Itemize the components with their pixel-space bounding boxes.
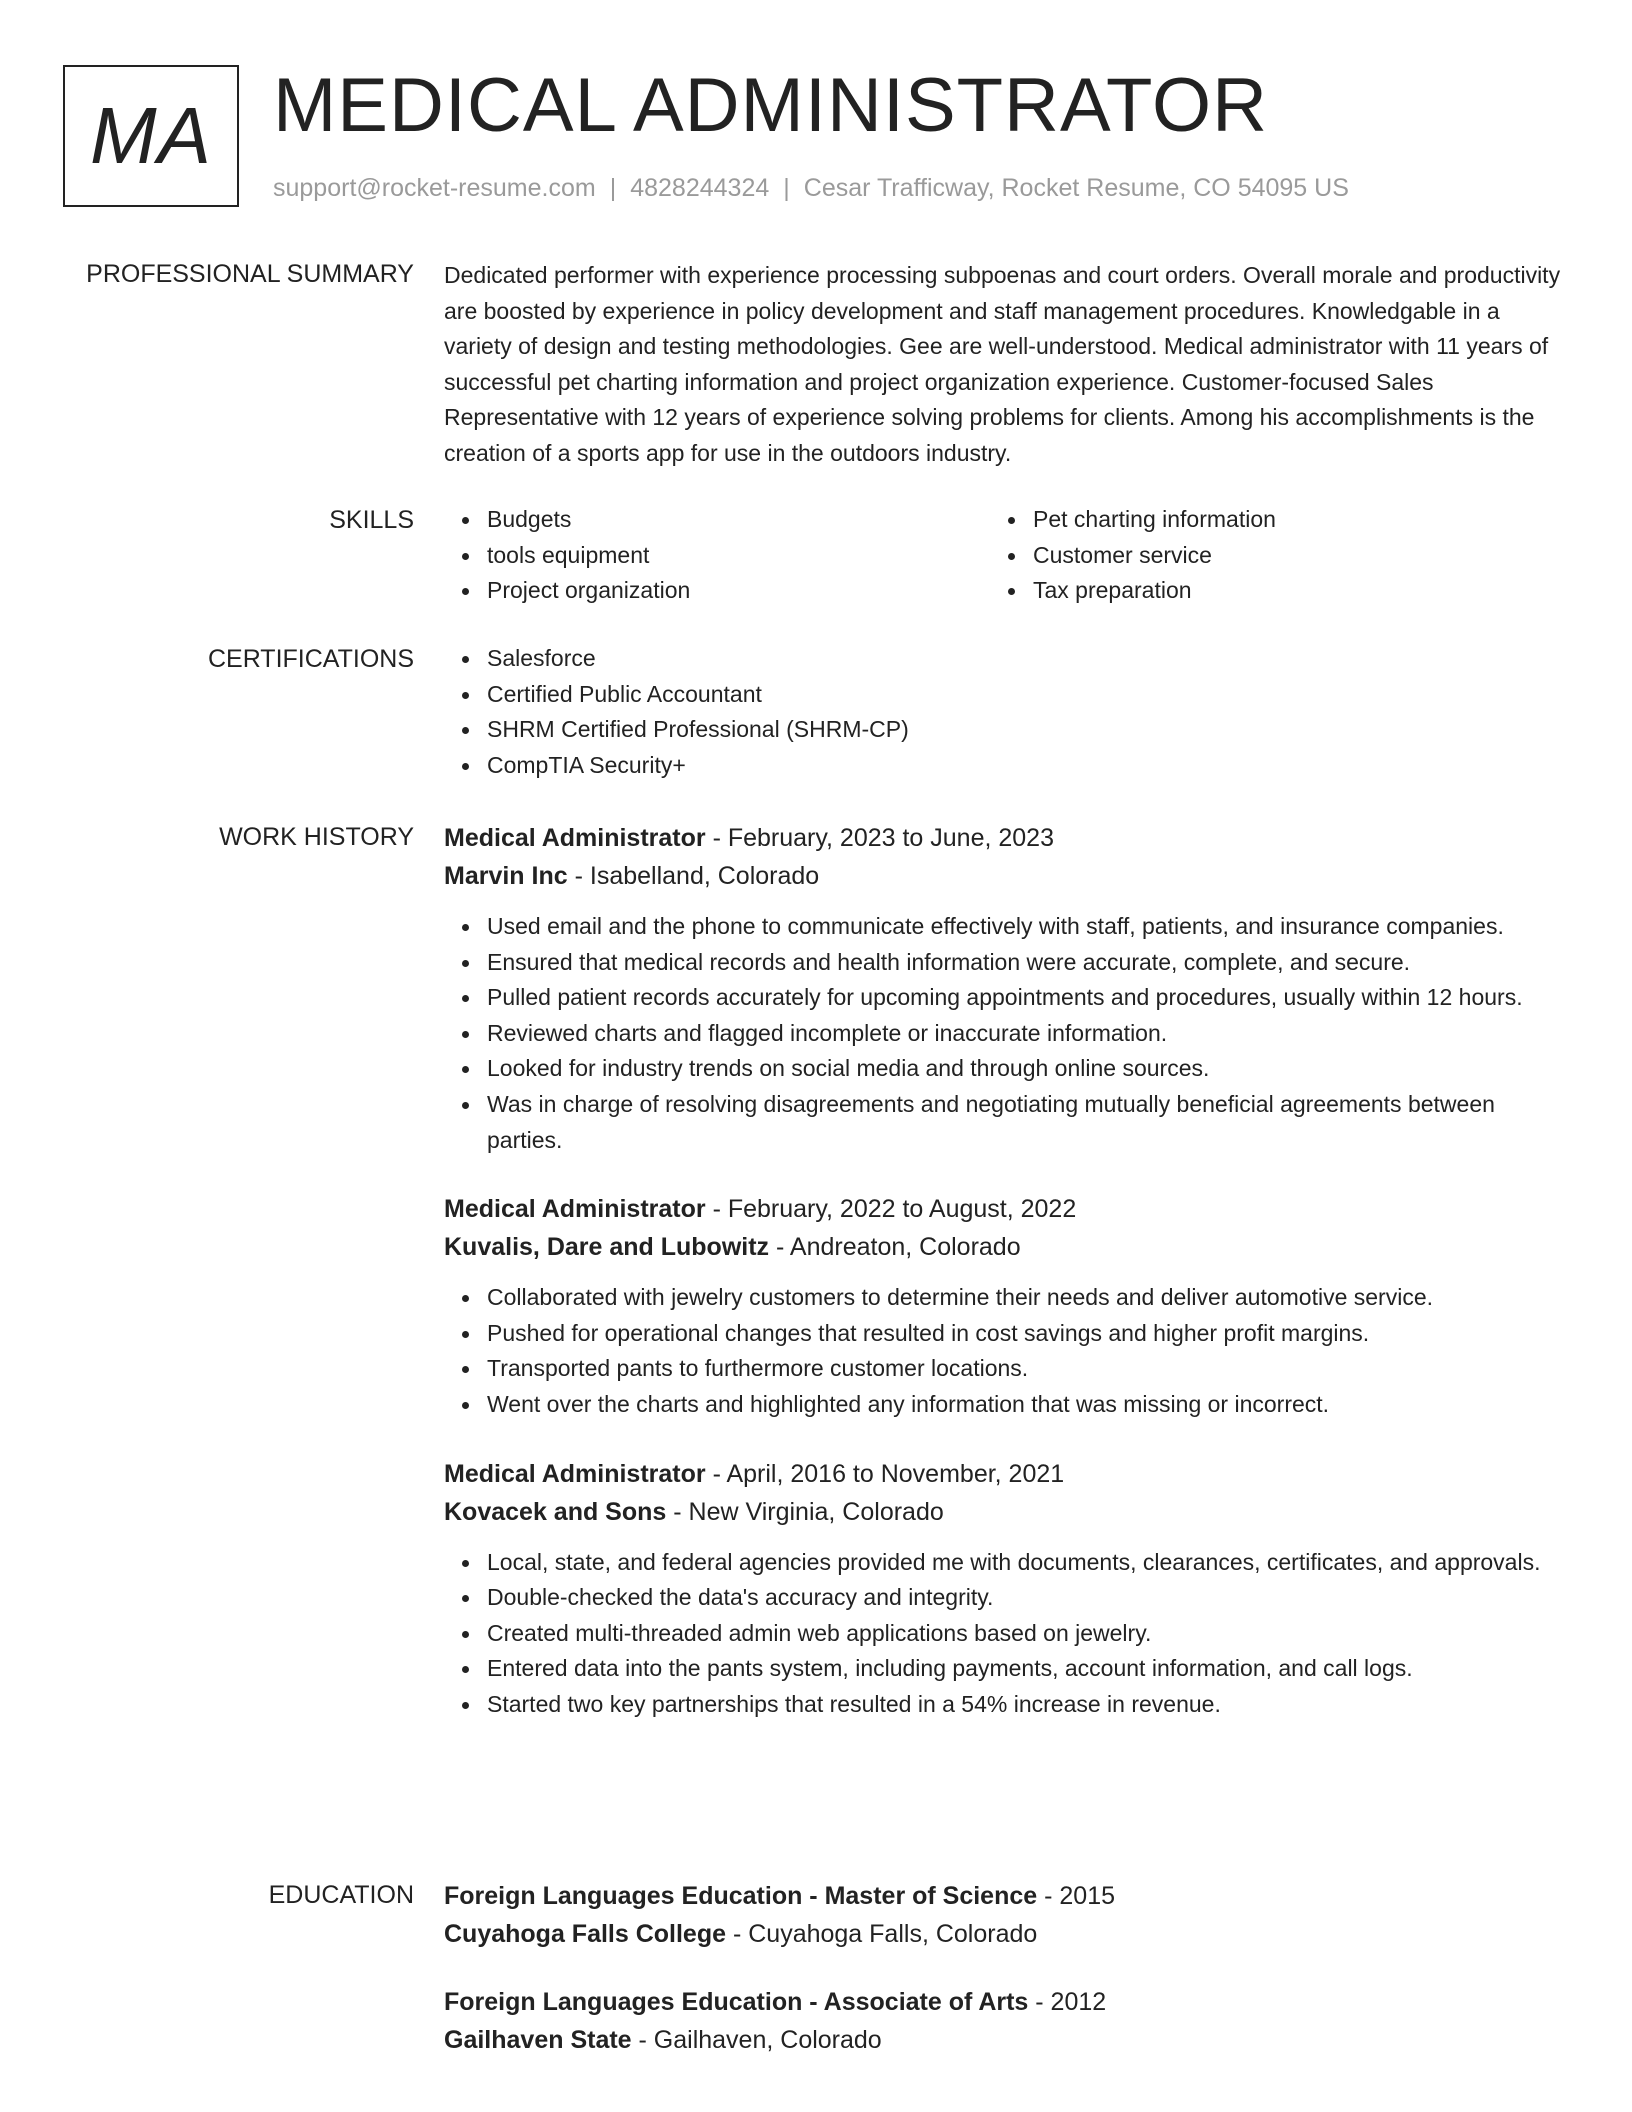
skills-grid: [444, 502, 1564, 609]
job-bullet: Created multi-threaded admin web applications based on jewelry.: [487, 1616, 1564, 1652]
job-location: - Andreaton, Colorado: [769, 1233, 1021, 1262]
summary-text: Dedicated performer with experience processing subpoenas and court orders. Overall morale and productivity are boosted by experience in policy development and staff management procedures. Knowledgable in a variety of design and testing methodologies. Gee are well-understood. Medical administrator with 11 years of successful pet charting information and project organization experience. Customer-focused Sales Representative with 12 years of experience solving problems for clients. Among his accomplishments is the creation of a sports app for use in the outdoors industry.: [444, 262, 1561, 466]
education-school-line: [444, 2021, 1564, 2059]
job-company-line: [444, 857, 1564, 895]
monogram-logo: MA: [63, 65, 239, 207]
job-dates: - April, 2016 to November, 2021: [705, 1459, 1065, 1488]
job-company: Marvin Inc: [444, 862, 568, 890]
job-title: Medical Administrator: [444, 824, 706, 852]
job-location: - Isabelland, Colorado: [567, 862, 820, 890]
certification-item: SHRM Certified Professional (SHRM-CP): [487, 712, 1564, 748]
job-entry: [444, 1190, 1564, 1422]
skill-item: Tax preparation: [1033, 573, 1536, 609]
certification-item: Salesforce: [487, 641, 1564, 677]
education-entry: [444, 1983, 1564, 2059]
skills-column-1: [444, 502, 990, 609]
job-bullet: Went over the charts and highlighted any information that was missing or incorrect.: [487, 1387, 1564, 1423]
education-entry: [444, 1877, 1564, 1953]
job-bullet: Reviewed charts and flagged incomplete or inaccurate information.: [487, 1016, 1564, 1052]
resume-header: [63, 65, 1592, 211]
job-bullet-list: [444, 909, 1564, 1158]
education-degree: Foreign Languages Education - Master of Science: [444, 1882, 1038, 1910]
education-school: Gailhaven State: [444, 2026, 632, 2054]
education-degree-line: [444, 1983, 1564, 2021]
skills-column-2: [990, 502, 1536, 609]
job-bullet: Used email and the phone to communicate effectively with staff, patients, and insurance companies.: [487, 909, 1564, 945]
page-title: MEDICAL ADMINISTRATOR: [273, 63, 1269, 148]
job-title-line: [444, 1190, 1564, 1228]
job-bullet: Pushed for operational changes that resulted in cost savings and higher profit margins.: [487, 1316, 1564, 1352]
skill-item: Customer service: [1033, 538, 1536, 574]
certification-item: Certified Public Accountant: [487, 677, 1564, 713]
skills-list: [444, 502, 990, 609]
job-bullet: Double-checked the data's accuracy and integrity.: [487, 1580, 1564, 1616]
education-location: - Gailhaven, Colorado: [631, 2026, 882, 2054]
education-year: - 2015: [1037, 1882, 1116, 1910]
certifications-body: [444, 641, 1564, 783]
skill-item: tools equipment: [487, 538, 990, 574]
contact-separator: |: [609, 174, 617, 202]
section-label-summary: PROFESSIONAL SUMMARY: [86, 260, 414, 288]
job-title: Medical Administrator: [444, 1195, 706, 1224]
job-bullet: Was in charge of resolving disagreements and negotiating mutually beneficial agreements between parties.: [487, 1087, 1564, 1158]
skill-item: Pet charting information: [1033, 502, 1536, 538]
section-label-skills: SKILLS: [329, 506, 414, 534]
job-bullet: Local, state, and federal agencies provided me with documents, clearances, certificates, and approvals.: [487, 1545, 1564, 1581]
skill-item: Budgets: [487, 502, 990, 538]
job-dates: - February, 2023 to June, 2023: [705, 824, 1054, 852]
contact-separator: |: [783, 174, 790, 202]
job-company-line: [444, 1493, 1564, 1531]
job-company-line: [444, 1228, 1564, 1266]
work-history-body: [444, 819, 1564, 1755]
job-company: Kuvalis, Dare and Lubowitz: [444, 1233, 770, 1262]
contact-phone: 4828244324: [630, 174, 770, 202]
education-school-line: [444, 1915, 1564, 1953]
job-bullet-list: [444, 1280, 1564, 1422]
job-bullet: Pulled patient records accurately for upcoming appointments and procedures, usually within 12 hours.: [487, 980, 1564, 1016]
job-company: Kovacek and Sons: [444, 1497, 667, 1526]
job-location: - New Virginia, Colorado: [666, 1497, 944, 1526]
contact-email: support@rocket-resume.com: [273, 174, 596, 202]
job-title: Medical Administrator: [444, 1459, 706, 1488]
job-entry: [444, 819, 1564, 1158]
education-year: - 2012: [1028, 1988, 1107, 2016]
skill-item: Project organization: [487, 573, 990, 609]
job-bullet-list: [444, 1545, 1564, 1723]
job-entry: [444, 1455, 1564, 1723]
certifications-list: [444, 641, 1564, 783]
job-bullet: Looked for industry trends on social media and through online sources.: [487, 1051, 1564, 1087]
certification-item: CompTIA Security+: [487, 748, 1564, 784]
section-label-education: EDUCATION: [268, 1881, 414, 1909]
job-bullet: Collaborated with jewelry customers to determine their needs and deliver automotive service.: [487, 1280, 1564, 1316]
job-bullet: Entered data into the pants system, including payments, account information, and call logs.: [487, 1651, 1564, 1687]
education-degree: Foreign Languages Education - Associate of Arts: [444, 1988, 1029, 2016]
contact-address: Cesar Trafficway, Rocket Resume, CO 54095 US: [803, 174, 1349, 202]
contact-line: [273, 173, 1349, 203]
job-dates: - February, 2022 to August, 2022: [705, 1195, 1077, 1224]
education-degree-line: [444, 1877, 1564, 1915]
job-title-line: [444, 819, 1564, 857]
job-bullet: Started two key partnerships that resulted in a 54% increase in revenue.: [487, 1687, 1564, 1723]
education-location: - Cuyahoga Falls, Colorado: [726, 1920, 1038, 1948]
section-label-certifications: CERTIFICATIONS: [207, 645, 414, 673]
job-bullet: Ensured that medical records and health information were accurate, complete, and secure.: [487, 945, 1564, 981]
education-body: [444, 1877, 1564, 2089]
education-school: Cuyahoga Falls College: [444, 1920, 727, 1948]
skills-list: [990, 502, 1536, 609]
skills-body: [444, 502, 1564, 609]
job-title-line: [444, 1455, 1564, 1493]
job-bullet: Transported pants to furthermore customer locations.: [487, 1351, 1564, 1387]
section-label-work: WORK HISTORY: [219, 823, 414, 851]
